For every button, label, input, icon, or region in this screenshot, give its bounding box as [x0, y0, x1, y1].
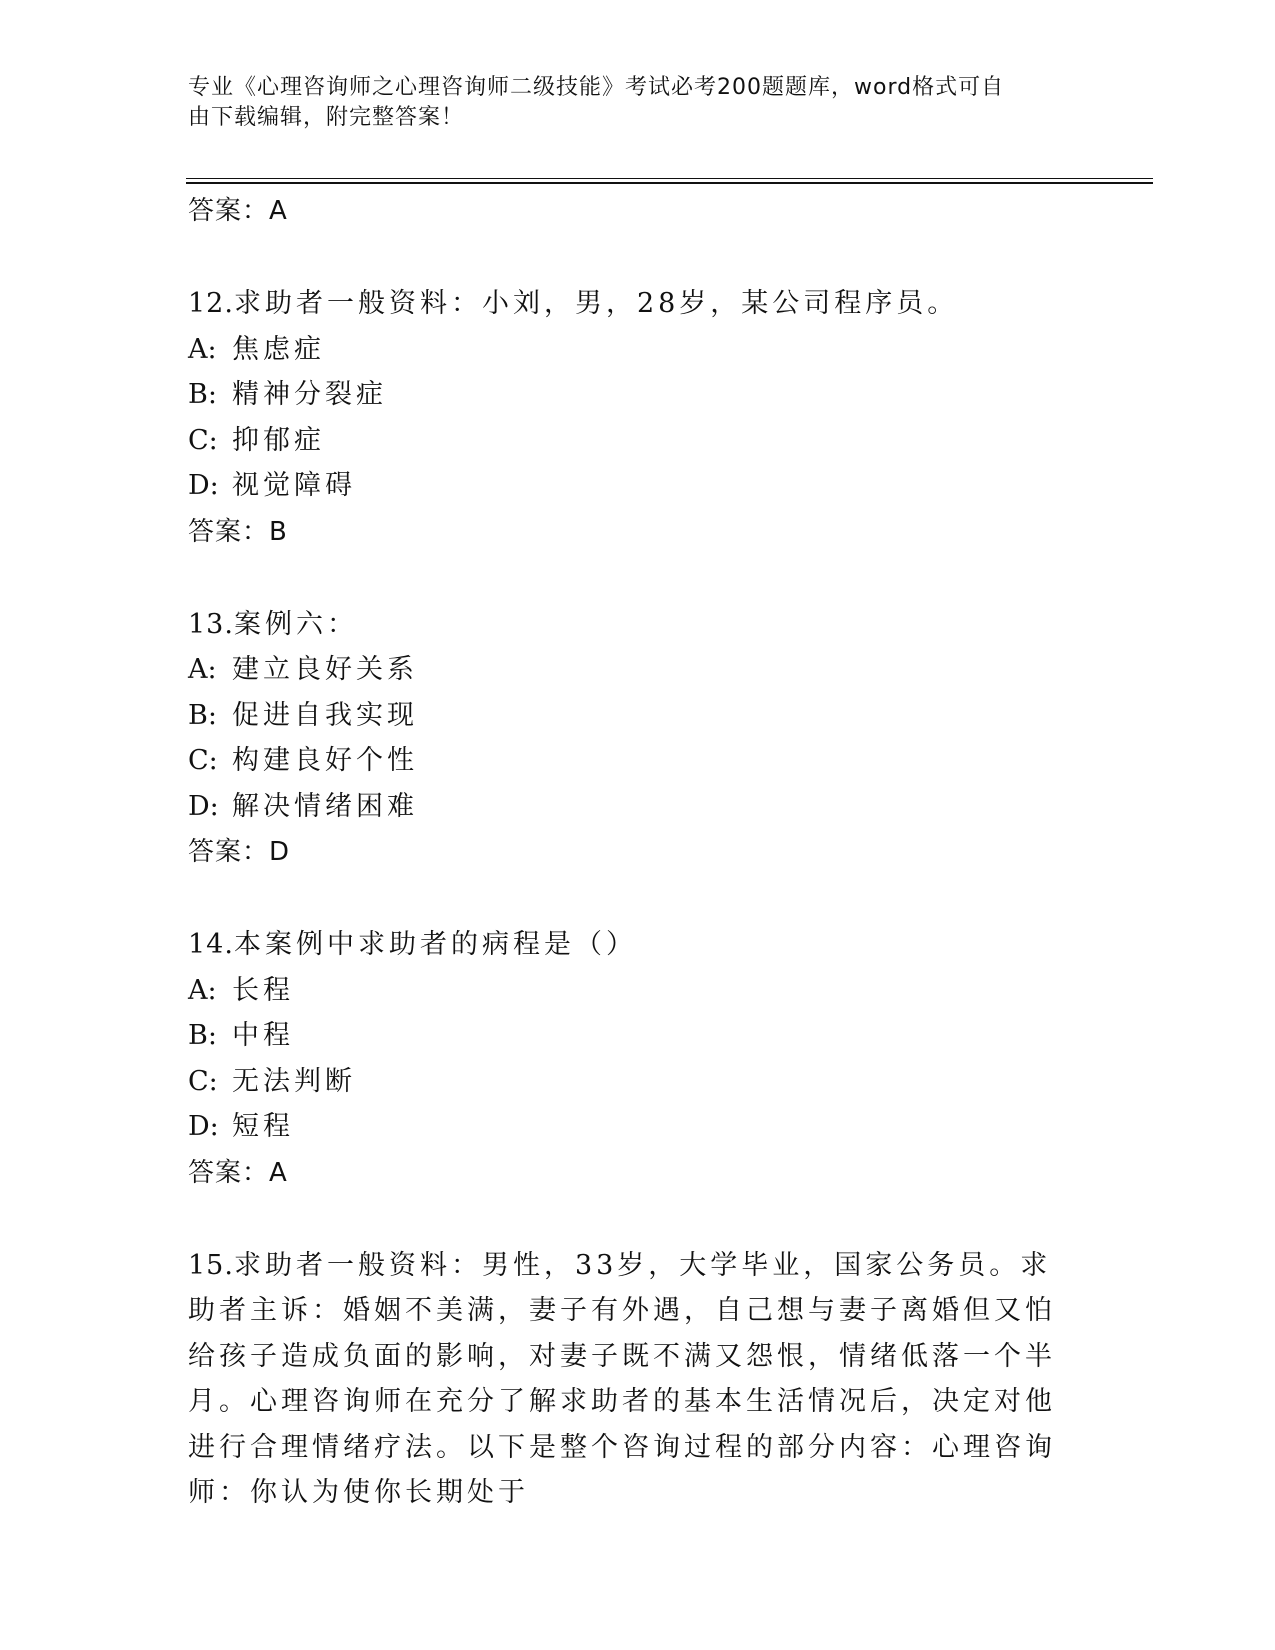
question-item [188, 1243, 1088, 1516]
header-intro-line-1: 专业《心理咨询师之心理咨询师二级技能》考试必考200题题库，word格式可自 [188, 75, 1005, 100]
option-letter: B: [188, 379, 217, 410]
option-d [188, 463, 1088, 509]
option-letter: D: [188, 1111, 219, 1142]
option-a [188, 327, 1088, 373]
option-letter: D: [188, 470, 219, 501]
question-number: 13. [188, 608, 234, 640]
option-text: 无法判断 [232, 1065, 356, 1097]
option-letter: C: [188, 1065, 218, 1097]
answer-line: 答案：A [188, 196, 288, 226]
question-number: 15. [188, 1249, 234, 1281]
question-stem [188, 281, 1088, 327]
option-text: 精神分裂症 [232, 379, 387, 410]
question-text: 案例六： [233, 608, 358, 640]
question-list [188, 188, 1088, 1516]
option-text: 促进自我实现 [232, 699, 418, 731]
header-divider-thick [186, 182, 1153, 184]
document-header [188, 73, 1068, 133]
header-intro-line-2: 由下载编辑，附完整答案！ [188, 105, 465, 130]
option-b [188, 693, 1088, 739]
question-item [188, 602, 1088, 876]
question-text: 求助者一般资料：男性，33岁，大学毕业，国家公务员。求助者主诉：婚姻不美满，妻子有外遇，自己想与妻子离婚但又怕给孩子造成负面的影响，对妻子既不满又怨恨，情绪低落一个半月。心理咨询师在充分了解求助者的基本生活情况后，决定对他进行合理情绪疗法。以下是整个咨询过程的部分内容：心理咨询师：你认为使你长期处于 [188, 1249, 1056, 1508]
option-letter: D: [188, 790, 219, 822]
question-number: 12. [188, 288, 234, 319]
option-letter: A: [188, 974, 217, 1006]
question-stem [188, 922, 1088, 968]
option-b [188, 372, 1088, 418]
option-a [188, 647, 1088, 693]
header-divider-thin [186, 178, 1153, 179]
question-item [188, 922, 1088, 1196]
option-text: 构建良好个性 [232, 745, 418, 776]
option-letter: C: [188, 745, 218, 776]
question-text: 本案例中求助者的病程是（） [233, 929, 637, 960]
answer-line: 答案：D [188, 837, 291, 867]
option-letter: A: [188, 333, 217, 365]
option-text: 视觉障碍 [232, 470, 356, 501]
question-stem [188, 602, 1088, 648]
option-c [188, 738, 1088, 784]
question-item [188, 281, 1088, 555]
option-text: 长程 [232, 974, 294, 1006]
answer-line: 答案：B [188, 516, 288, 547]
option-text: 建立良好关系 [232, 654, 418, 685]
option-b [188, 1013, 1088, 1059]
question-text: 求助者一般资料：小刘，男，28岁，某公司程序员。 [233, 288, 959, 319]
option-letter: A: [188, 654, 217, 685]
option-text: 抑郁症 [232, 424, 325, 456]
option-text: 中程 [232, 1020, 294, 1051]
answer-line: 答案：A [188, 1157, 288, 1188]
option-d [188, 784, 1088, 830]
question-number: 14. [188, 929, 234, 960]
option-text: 短程 [232, 1111, 294, 1142]
option-a [188, 968, 1088, 1014]
option-c [188, 1059, 1088, 1105]
option-d [188, 1104, 1088, 1150]
option-letter: B: [188, 699, 217, 731]
option-letter: C: [188, 424, 218, 456]
option-text: 解决情绪困难 [232, 790, 418, 822]
question-stem [188, 1243, 1068, 1516]
option-c [188, 418, 1088, 464]
option-text: 焦虑症 [232, 333, 325, 365]
option-letter: B: [188, 1020, 217, 1051]
